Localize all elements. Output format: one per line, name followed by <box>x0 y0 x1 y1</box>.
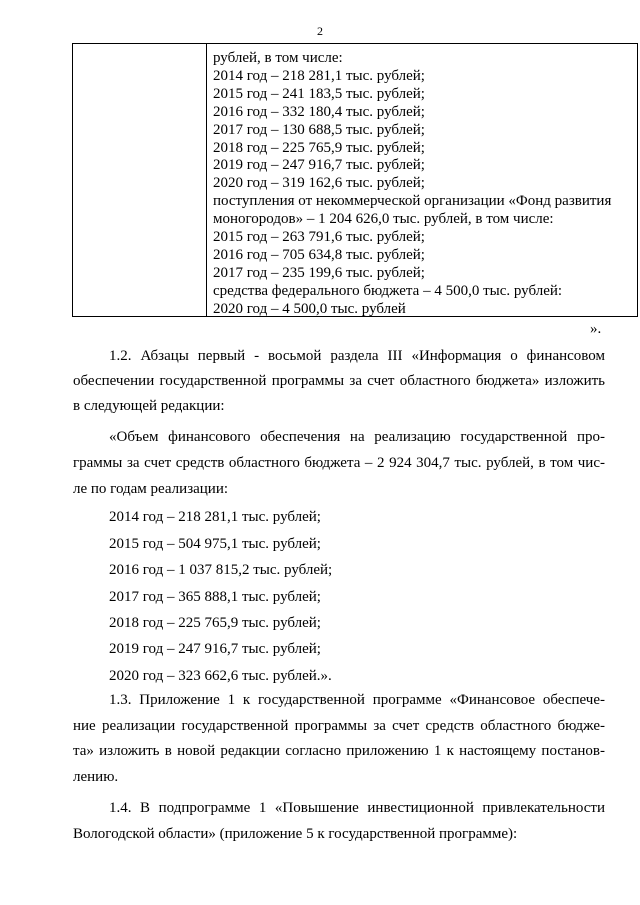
paragraph-line: 1.4. В подпрограмме 1 «Повышение инвестиционной привлекательности <box>109 800 605 816</box>
page-number: 2 <box>317 24 323 38</box>
paragraph-line: граммы за счет средств областного бюджета – 2 924 304,7 тыс. рублей, в том чис- <box>73 455 605 471</box>
table-line: 2019 год – 247 916,7 тыс. рублей; <box>213 157 425 174</box>
table-line: 2015 год – 241 183,5 тыс. рублей; <box>213 85 425 102</box>
closing-quote: ». <box>590 321 602 337</box>
paragraph-1-4 <box>73 795 605 847</box>
paragraph-volume <box>73 424 605 502</box>
table-line: 2014 год – 218 281,1 тыс. рублей; <box>213 67 425 84</box>
paragraph-1-2 <box>73 344 605 419</box>
paragraph-line: обеспечении государственной программы за счет областного бюджета» изложить <box>73 373 605 389</box>
financing-table <box>72 43 638 317</box>
paragraph-line: «Объем финансового обеспечения на реализацию государственной про- <box>109 429 605 445</box>
table-line: 2020 год – 4 500,0 тыс. рублей <box>213 300 406 317</box>
table-line: 2018 год – 225 765,9 тыс. рублей; <box>213 139 425 156</box>
year-line: 2014 год – 218 281,1 тыс. рублей; <box>109 509 321 525</box>
paragraph-line: ле по годам реализации: <box>73 481 229 497</box>
table-line: 2016 год – 332 180,4 тыс. рублей; <box>213 103 425 120</box>
paragraph-line: 1.3. Приложение 1 к государственной программе «Финансовое обеспече- <box>109 692 605 708</box>
table-line: 2020 год – 319 162,6 тыс. рублей; <box>213 175 425 192</box>
table-left-cell <box>73 44 207 316</box>
table-line: 2016 год – 705 634,8 тыс. рублей; <box>213 246 425 263</box>
paragraph-line: ние реализации государственной программы за счет средств областного бюдже- <box>73 717 605 734</box>
year-line: 2017 год – 365 888,1 тыс. рублей; <box>109 589 321 605</box>
table-line: 2017 год – 235 199,6 тыс. рублей; <box>213 264 425 281</box>
year-line: 2016 год – 1 037 815,2 тыс. рублей; <box>109 562 333 578</box>
paragraph-line: Вологодской области» (приложение 5 к государственной программе): <box>73 826 518 842</box>
paragraph-1-3 <box>73 688 605 790</box>
paragraph-line: 1.2. Абзацы первый - восьмой раздела III «Информация о финансовом <box>109 348 605 364</box>
year-line: 2015 год – 504 975,1 тыс. рублей; <box>109 536 321 552</box>
table-line: 2015 год – 263 791,6 тыс. рублей; <box>213 229 425 246</box>
table-line: поступления от некоммерческой организации «Фонд развития <box>213 193 612 210</box>
table-line: средства федерального бюджета – 4 500,0 тыс. рублей: <box>213 282 563 299</box>
paragraph-line: в следующей редакции: <box>73 398 225 414</box>
table-line: 2017 год – 130 688,5 тыс. рублей; <box>213 121 425 138</box>
year-line: 2019 год – 247 916,7 тыс. рублей; <box>109 641 321 657</box>
year-line: 2020 год – 323 662,6 тыс. рублей.». <box>109 668 332 684</box>
table-right-cell <box>213 50 633 319</box>
table-line: моногородов» – 1 204 626,0 тыс. рублей, в том числе: <box>213 211 554 228</box>
paragraph-line: та» изложить в новой редакции согласно приложению 1 к настоящему постанов- <box>73 743 605 759</box>
paragraph-line: лению. <box>73 768 119 785</box>
table-line: рублей, в том числе: <box>213 50 343 66</box>
year-line: 2018 год – 225 765,9 тыс. рублей; <box>109 615 321 631</box>
